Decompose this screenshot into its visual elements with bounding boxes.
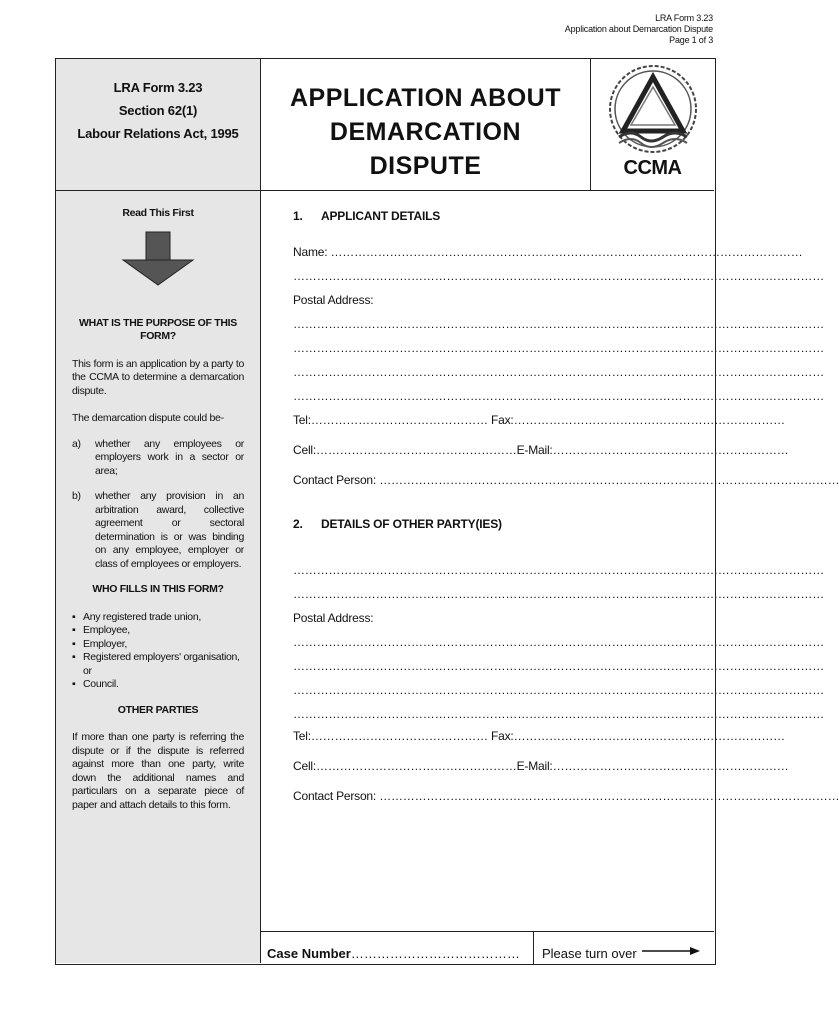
main-content	[261, 191, 839, 931]
down-arrow-icon	[121, 231, 195, 287]
list-item	[72, 490, 244, 571]
list-item-label: a)	[72, 437, 81, 450]
other-party-contact-person-field[interactable]: Contact Person: ………………………………………………………………………………………………………	[293, 789, 839, 803]
other-parties-text: If more than one party is referring the dispute or if the dispute is referred against more than one party, write down the additional names and particulars on a separate piece of paper and attach details to this form.	[72, 731, 244, 811]
applicant-postal-line-1[interactable]: ………………………………………………………………………………………………………………………	[293, 317, 825, 331]
applicant-cell-email-field[interactable]: Cell:……………………………………………E-Mail:……………………………………………………	[293, 443, 789, 457]
header-form-title: Application about Demarcation Dispute	[564, 24, 713, 34]
header-form-id: LRA Form 3.23	[655, 13, 713, 23]
dispute-list	[72, 438, 244, 572]
turn-over-box	[533, 932, 714, 964]
form-number: LRA Form 3.23	[113, 80, 203, 95]
list-item-text: whether any provision in an arbitration award, collective agreement or sectoral determination is or was binding on any employee, employer or class of employees or employers.	[95, 490, 244, 570]
header-page-number: Page 1 of 3	[669, 35, 713, 45]
sidebar	[56, 191, 261, 963]
ccma-logo-icon	[601, 63, 704, 155]
form-section: Section 62(1)	[118, 103, 198, 118]
form-info-box	[56, 59, 261, 191]
applicant-name-line-2[interactable]: ………………………………………………………………………………………………………………………	[293, 269, 825, 283]
section-1-heading: 1. APPLICANT DETAILS	[293, 209, 441, 223]
other-party-postal-line-2[interactable]: ………………………………………………………………………………………………………………………	[293, 659, 825, 673]
read-first-heading: Read This First	[122, 207, 194, 219]
other-party-cell-email-field[interactable]: Cell:……………………………………………E-Mail:……………………………………………………	[293, 759, 789, 773]
applicant-postal-line-3[interactable]: ………………………………………………………………………………………………………………………	[293, 365, 825, 379]
form-act: Labour Relations Act, 1995	[77, 126, 239, 141]
applicant-postal-line-2[interactable]: ………………………………………………………………………………………………………………………	[293, 341, 825, 355]
applicant-contact-person-field[interactable]: Contact Person: ………………………………………………………………………………………………………	[293, 473, 839, 487]
who-heading: WHO FILLS IN THIS FORM?	[92, 583, 224, 595]
dispute-intro: The demarcation dispute could be-	[72, 412, 224, 424]
list-item: ▪ Employer,	[72, 637, 127, 650]
list-item: ▪ Any registered trade union,	[72, 610, 201, 623]
purpose-heading: WHAT IS THE PURPOSE OF THIS FORM?	[79, 316, 237, 342]
case-number-field[interactable]: Case Number…………………………………	[267, 946, 520, 961]
title-line-3: DISPUTE	[369, 152, 482, 180]
turn-over-text: Please turn over	[542, 946, 637, 961]
title-line-1: APPLICATION ABOUT	[290, 84, 561, 112]
form-frame	[55, 58, 839, 965]
who-list	[72, 611, 244, 692]
applicant-postal-line-4[interactable]: ………………………………………………………………………………………………………………………	[293, 389, 825, 403]
footer-row	[261, 931, 714, 963]
logo-text: CCMA	[623, 157, 682, 179]
applicant-name-field[interactable]: Name: …………………………………………………………………………………………………………	[293, 245, 803, 259]
list-item: ▪ Council.	[72, 678, 119, 690]
title-box	[261, 59, 591, 191]
other-party-postal-line-3[interactable]: ………………………………………………………………………………………………………………………	[293, 683, 825, 697]
purpose-text: This form is an application by a party to the CCMA to determine a demarcation dispute.	[72, 357, 244, 397]
list-item	[72, 438, 244, 479]
other-party-postal-line-4[interactable]: ………………………………………………………………………………………………………………………	[293, 707, 825, 721]
other-parties-heading: OTHER PARTIES	[117, 703, 199, 716]
list-item: ▪ Registered employers' organisation, or	[72, 651, 240, 677]
other-party-postal-label: Postal Address:	[293, 611, 374, 625]
other-party-name-line-2[interactable]: ………………………………………………………………………………………………………………………	[293, 587, 825, 601]
list-item-label: b)	[72, 490, 81, 502]
list-item-text: whether any employees or employers work in a sector or area;	[95, 437, 244, 477]
applicant-tel-fax-field[interactable]: Tel:……………………………………… Fax:……………………………………………………………	[293, 413, 785, 427]
other-party-name-line-1[interactable]: ………………………………………………………………………………………………………………………	[293, 563, 825, 577]
page-header	[565, 13, 713, 46]
list-item: ▪ Employee,	[72, 624, 130, 636]
right-arrow-icon	[642, 947, 700, 955]
title-line-2: DEMARCATION	[329, 118, 522, 146]
other-party-postal-line-1[interactable]: ………………………………………………………………………………………………………………………	[293, 635, 825, 649]
section-2-heading: 2. DETAILS OF OTHER PARTY(IES)	[293, 517, 502, 531]
other-party-tel-fax-field[interactable]: Tel:……………………………………… Fax:……………………………………………………………	[293, 729, 785, 743]
logo-box	[591, 59, 714, 191]
applicant-postal-label: Postal Address:	[293, 293, 374, 307]
